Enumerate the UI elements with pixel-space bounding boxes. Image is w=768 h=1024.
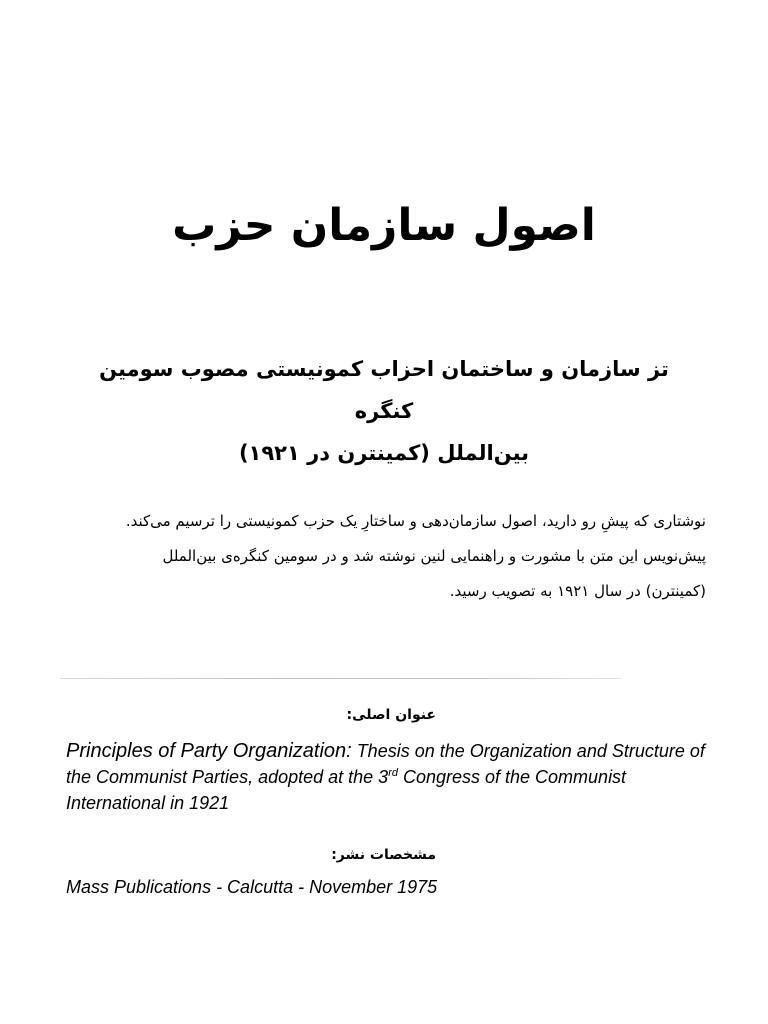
intro-line-2: پیش‌نویس این متن با مشورت و راهنمایی لنین نوشته شد و در سومین کنگره‌ی بین‌الملل — [162, 547, 706, 565]
original-title-rest-1: Thesis on the Organization and Structure of the Communist Parties, adopted at the 3 — [66, 741, 705, 787]
original-title-rest-2: Congress of the Communist International in 1921 — [66, 767, 627, 813]
intro-paragraph — [62, 504, 706, 609]
intro-line-3: (کمینترن) در سال ۱۹۲۱ به تصویب رسید. — [449, 582, 706, 600]
intro-line-1: نوشتاری که پیشِ رو دارید، اصول سازمان‌دهی و ساختارِ یک حزب کمونیستی را ترسیم می‌کند. — [125, 512, 706, 530]
original-title — [66, 738, 706, 816]
ordinal-superscript: rd — [388, 767, 398, 779]
publication-label: مشخصات نشر: — [331, 847, 436, 863]
subtitle-line-1: تز سازمان و ساختمان احزاب کمونیستی مصوب سومین کنگره — [99, 357, 669, 423]
publication-details: Mass Publications - Calcutta - November 1975 — [66, 877, 438, 897]
subtitle-line-2: بین‌الملل (کمینترن در ۱۹۲۱) — [238, 441, 530, 465]
document-subtitle — [70, 348, 698, 474]
document-title: اصول سازمان حزب — [172, 200, 596, 251]
section-divider — [60, 678, 622, 679]
original-title-label: عنوان اصلی: — [346, 707, 436, 723]
original-title-lead: Principles of Party Organization: — [66, 740, 352, 762]
